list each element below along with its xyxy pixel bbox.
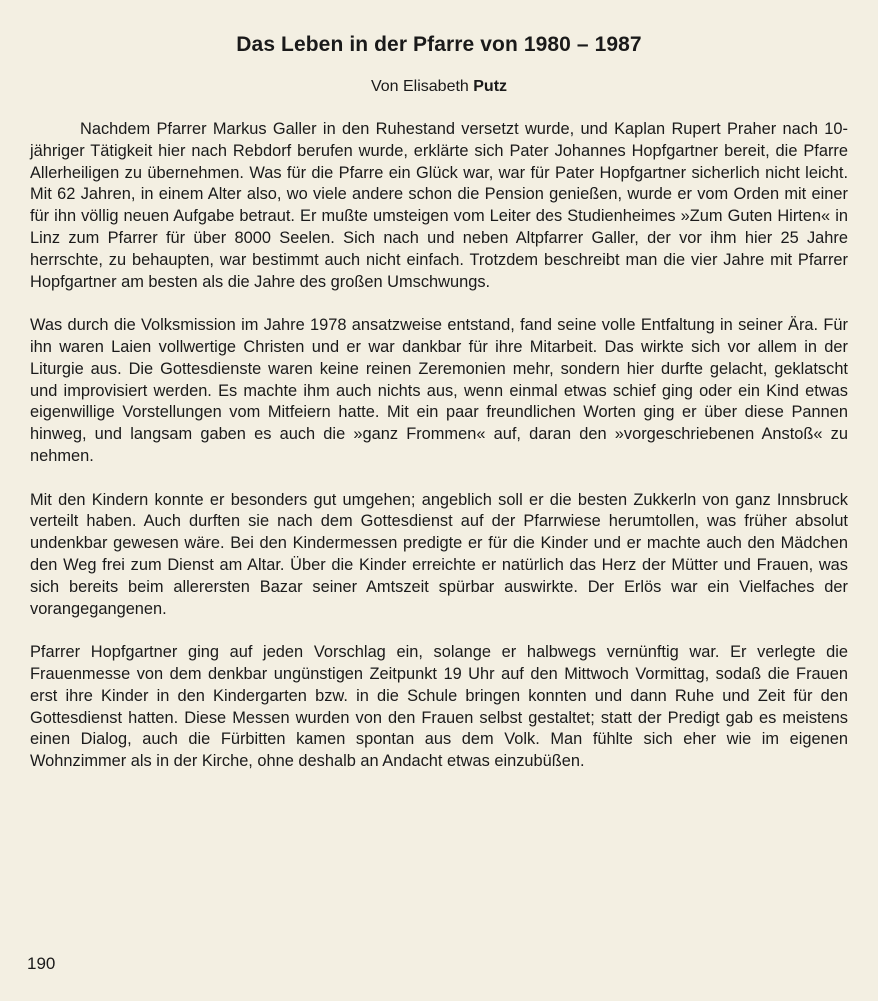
paragraph-2: Was durch die Volksmission im Jahre 1978 ansatzweise entstand, fand seine volle Entfaltung in seiner Ära. Für ihn waren Laien vollwertige Christen und er war dankbar für ihre Mitarbeit. Das wirkte sich vor allem in der Liturgie aus. Die Gottesdienste waren keine reinen Zeremonien mehr, sondern hier durfte gelacht, geklatscht und improvisiert werden. Es machte ihm auch nichts aus, wenn einmal etwas schief ging oder ein Kind etwas eigenwillige Vorstellungen vom Mitfeiern hatte. Mit ein paar freundlichen Worten ging er über diese Pannen hinweg, und langsam gaben es auch die »ganz Frommen« auf, daran den »vorgeschriebenen Anstoß« zu nehmen.	[30, 316, 848, 465]
author-surname: Putz	[473, 78, 508, 95]
author-prefix: Von Elisabeth	[370, 78, 474, 95]
paragraph-1: Nachdem Pfarrer Markus Galler in den Ruhestand versetzt wurde, und Kaplan Rupert Praher nach 10-jähriger Tätigkeit hier nach Rebdorf berufen wurde, erklärte sich Pater Johannes Hopfgartner bereit, die Pfarre Allerheiligen zu übernehmen. Was für die Pfarre ein Glück war, war für Pater Hopfgartner sicherlich nicht leicht. Mit 62 Jahren, in einem Alter also, wo viele andere schon die Pension genießen, wurde er vom Orden mit einer für ihn völlig neuen Aufgabe betraut. Er mußte umsteigen vom Leiter des Studienheimes »Zum Guten Hirten« in Linz zum Pfarrer für über 8000 Seelen. Sich nach und neben Altpfarrer Galler, der vor ihm hier 25 Jahre herrschte, zu behaupten, war bestimmt auch nicht einfach. Trotzdem beschreibt man die vier Jahre mit Pfarrer Hopfgartner am besten als die Jahre des großen Umschwungs.	[30, 120, 848, 291]
paragraph-3: Mit den Kindern konnte er besonders gut umgehen; angeblich soll er die besten Zukkerln von ganz Innsbruck verteilt haben. Auch durften sie nach dem Gottesdienst auf der Pfarrwiese herumtollen, was früher absolut undenkbar gewesen wäre. Bei den Kindermessen predigte er für die Kinder und er machte auch den Mädchen den Weg frei zum Dienst am Altar. Über die Kinder erreichte er natürlich das Herz der Mütter und Frauen, was sich bereits beim allerersten Bazar seiner Amtszeit spürbar auswirkte. Der Erlös war ein Vielfaches der vorangegangenen.	[30, 490, 848, 618]
paragraph-4: Pfarrer Hopfgartner ging auf jeden Vorschlag ein, solange er halbwegs vernünftig war. Er verlegte die Frauenmesse von dem denkbar ungünstigen Zeitpunkt 19 Uhr auf den Mittwoch Vormittag, sodaß die Frauen erst ihre Kinder in den Kindergarten bzw. in die Schule bringen konnten und dann Ruhe und Zeit für den Gottesdienst hatten. Diese Messen wurden von den Frauen selbst gestaltet; statt der Predigt gab es meistens einen Dialog, auch die Fürbitten kamen spontan aus dem Volk. Man fühlte sich eher wie im eigenen Wohnzimmer als in der Kirche, ohne deshalb an Andacht etwas einzubüßen.	[30, 643, 848, 771]
article-body	[30, 119, 848, 795]
article-author	[0, 75, 878, 99]
page-number: 190	[27, 954, 56, 973]
article-title: Das Leben in der Pfarre von 1980 – 1987	[236, 33, 642, 56]
